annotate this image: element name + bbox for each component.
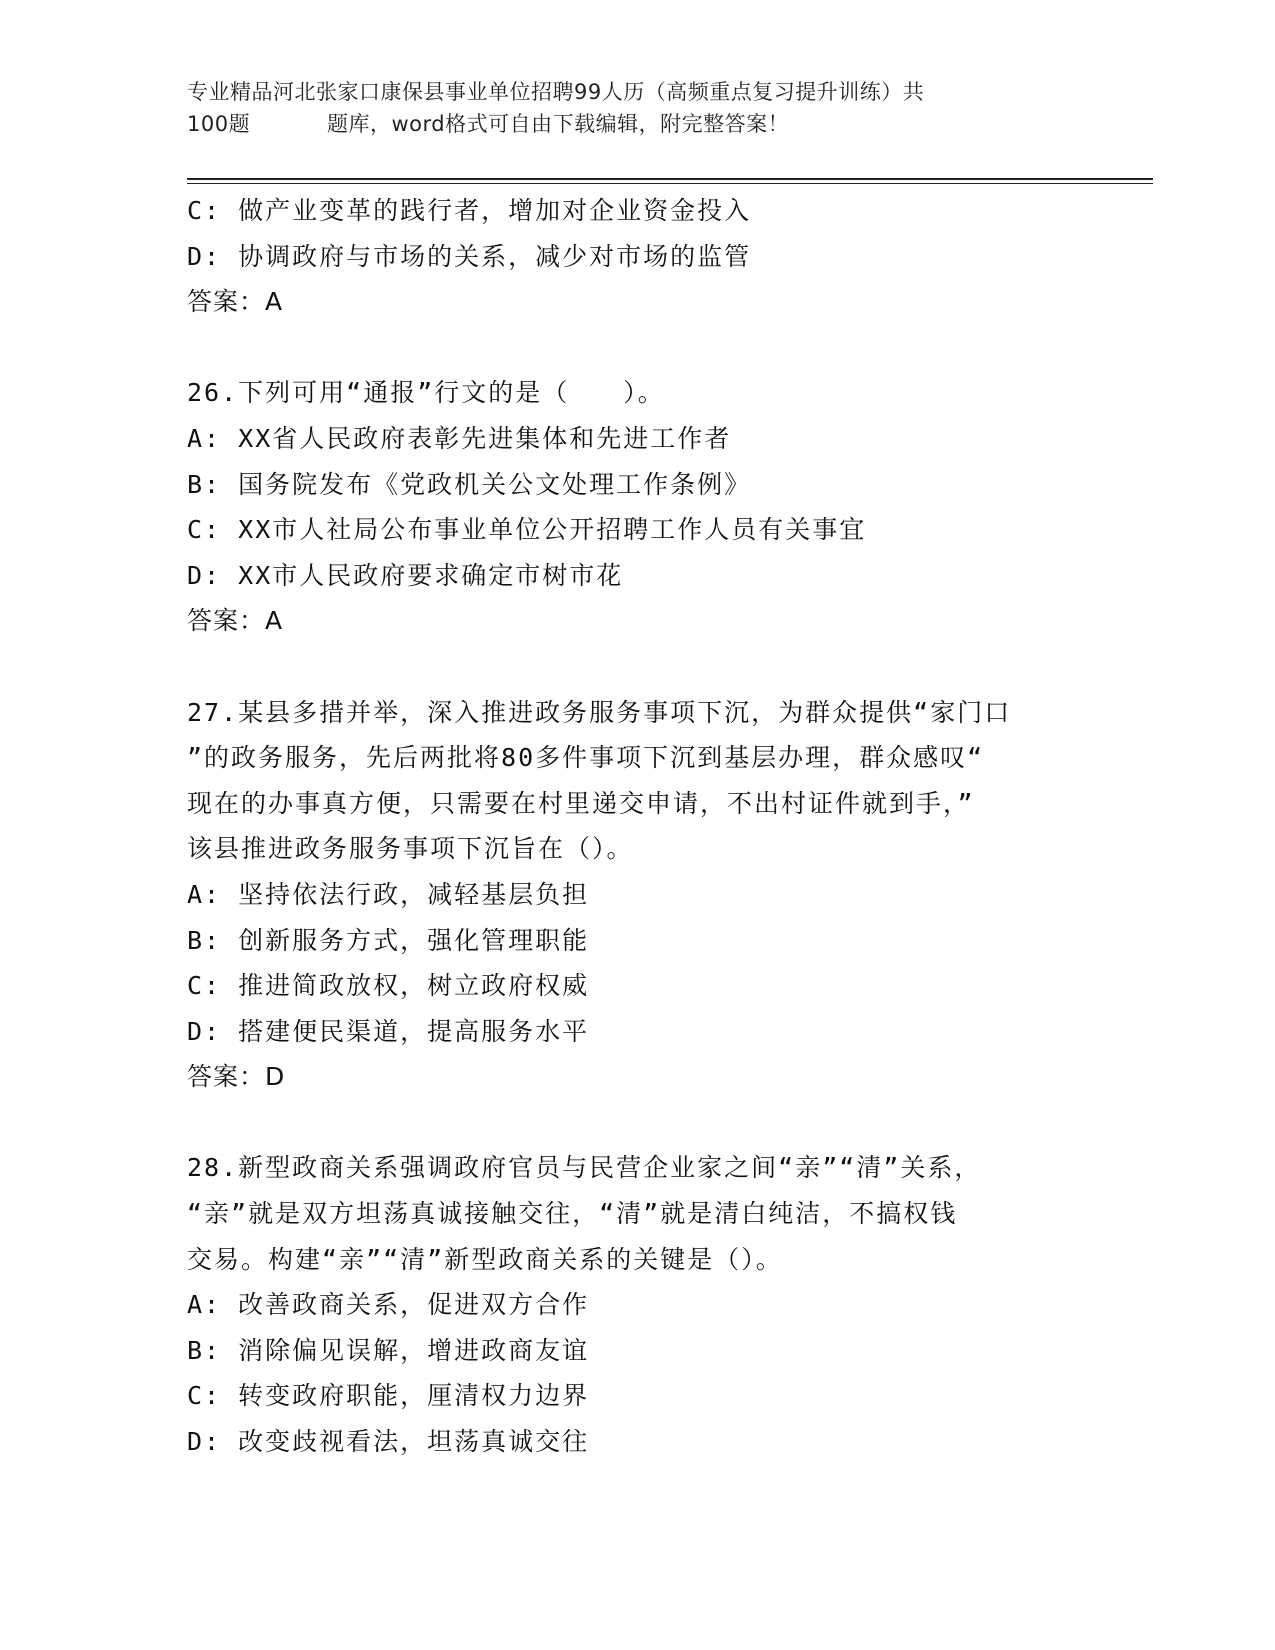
- header-question-count: 100题: [187, 112, 251, 136]
- question-27: [187, 690, 1107, 1100]
- question-26-option-b: B: 国务院发布《党政机关公文处理工作条例》: [187, 469, 752, 499]
- spacer: [187, 325, 1107, 371]
- question-25-option-d: D: 协调政府与市场的关系，减少对市场的监管: [187, 241, 752, 271]
- question-27-option-d: D: 搭建便民渠道，提高服务水平: [187, 1016, 590, 1046]
- question-27-stem-line-4: 该县推进政务服务事项下沉旨在（）。: [187, 834, 634, 864]
- question-28-option-b: B: 消除偏见误解，增进政商友谊: [187, 1335, 590, 1365]
- question-26-option-c: C: XX市人社局公布事业单位公开招聘工作人员有关事宜: [187, 515, 867, 545]
- question-27-option-a: A: 坚持依法行政，减轻基层负担: [187, 879, 590, 909]
- question-28-option-a: A: 改善政商关系，促进双方合作: [187, 1290, 590, 1320]
- question-25-continued: [187, 188, 1107, 325]
- header-line-2: [187, 108, 1067, 140]
- header-line-1: 专业精品河北张家口康保县事业单位招聘99人历（高频重点复习提升训练）共: [187, 80, 925, 104]
- question-25-option-c: C: 做产业变革的践行者，增加对企业资金投入: [187, 196, 752, 225]
- question-27-stem-line-1: 27.某县多措并举，深入推进政务服务事项下沉，为群众提供“家门口: [187, 697, 1012, 727]
- question-26-answer: 答案：A: [187, 606, 284, 636]
- question-27-answer: 答案：D: [187, 1062, 286, 1092]
- header-description: 题库，word格式可自由下载编辑，附完整答案！: [327, 112, 790, 136]
- question-28-option-c: C: 转变政府职能，厘清权力边界: [187, 1381, 590, 1411]
- question-26-option-a: A: XX省人民政府表彰先进集体和先进工作者: [187, 423, 732, 453]
- question-26-option-d: D: XX市人民政府要求确定市树市花: [187, 560, 624, 590]
- question-27-option-b: B: 创新服务方式，强化管理职能: [187, 925, 590, 955]
- header-divider-thin: [187, 183, 1153, 184]
- question-26: [187, 370, 1107, 644]
- question-27-stem-line-3: 现在的办事真方便，只需要在村里递交申请，不出村证件就到手，”: [187, 788, 975, 818]
- question-28-stem-line-3: 交易。构建“亲”“清”新型政商关系的关键是（）。: [187, 1244, 783, 1274]
- document-header: [187, 76, 1067, 140]
- spacer: [187, 644, 1107, 690]
- question-27-option-c: C: 推进简政放权，树立政府权威: [187, 971, 590, 1001]
- question-28-stem-line-1: 28.新型政商关系强调政府官员与民营企业家之间“亲”“清”关系，: [187, 1153, 982, 1183]
- spacer: [187, 1100, 1107, 1146]
- document-body: [187, 188, 1107, 1465]
- header-divider-thick: [187, 178, 1153, 180]
- question-28-stem-line-2: “亲”就是双方坦荡真诚接触交往，“清”就是清白纯洁，不搞权钱: [187, 1199, 958, 1229]
- question-28: [187, 1145, 1107, 1464]
- question-25-answer: 答案：A: [187, 287, 284, 317]
- question-27-stem-line-2: ”的政务服务，先后两批将80多件事项下沉到基层办理，群众感叹“: [187, 743, 985, 773]
- question-26-stem: 26.下列可用“通报”行文的是（ ）。: [187, 378, 665, 408]
- question-28-option-d: D: 改变歧视看法，坦荡真诚交往: [187, 1427, 590, 1457]
